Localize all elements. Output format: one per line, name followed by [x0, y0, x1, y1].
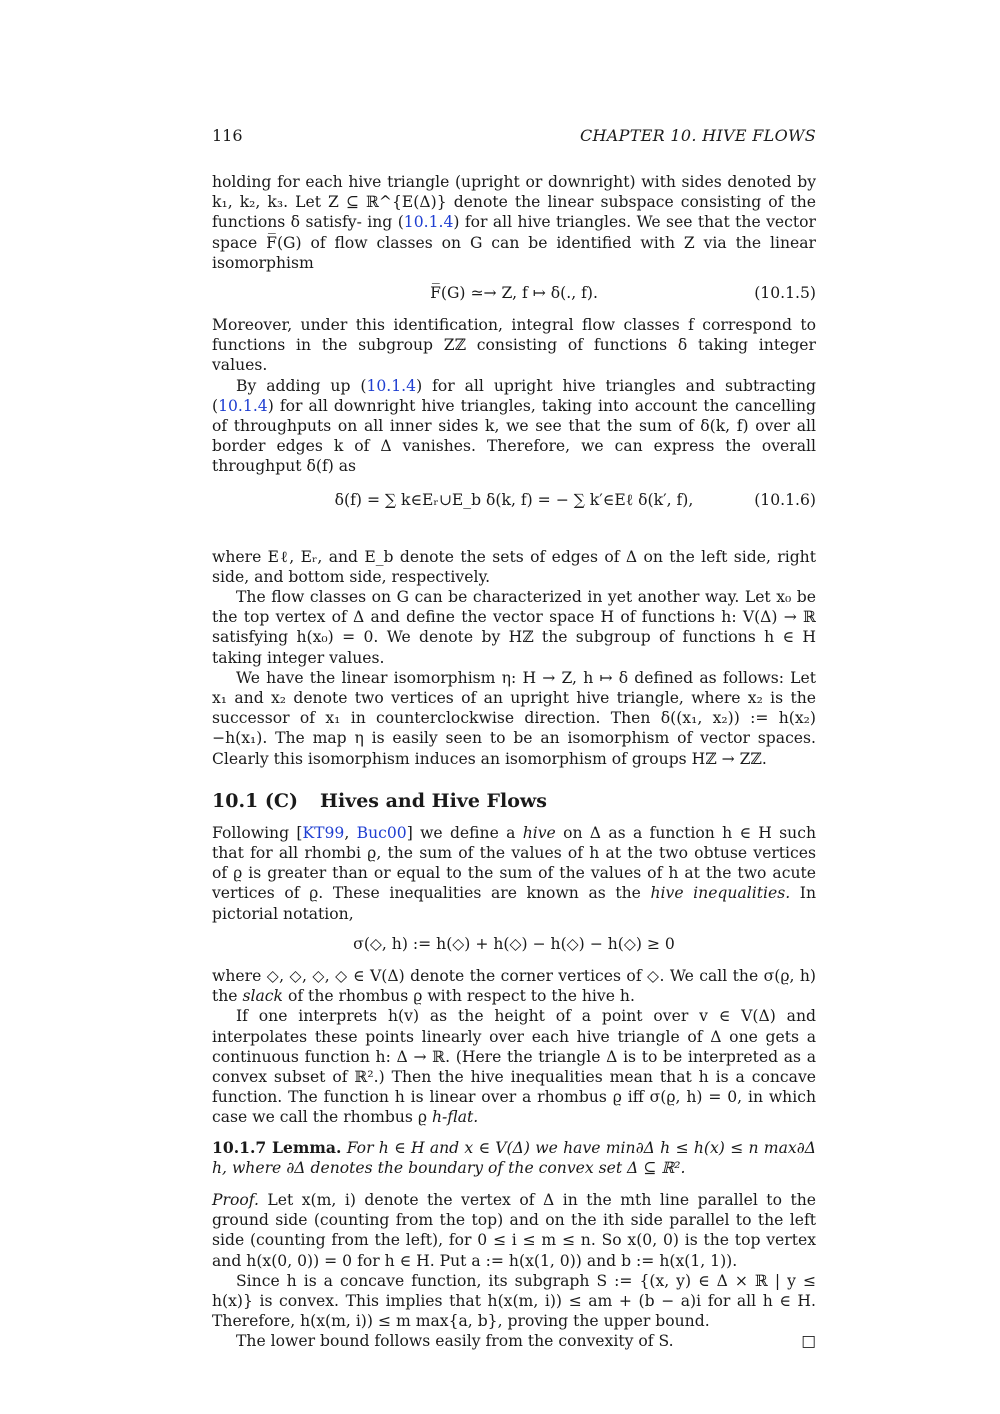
equation-ref-link[interactable]: 10.1.4: [218, 396, 268, 415]
text-line: Let Z ⊆ ℝ^{E(Δ)} denote the linear subspace consisting of the functions δ satisfy-: [212, 193, 817, 232]
paragraph: [212, 1331, 816, 1351]
lemma-label: 10.1.7 Lemma.: [212, 1137, 342, 1157]
hive-inequality-display: [212, 932, 816, 956]
equation-body: F̅(G) ≃→ Z, f ↦ δ(., f).: [430, 284, 598, 303]
citation-link[interactable]: KT99: [302, 823, 345, 842]
paragraph: Since h is a concave function, its subgraph S := {(x, y) ∈ Δ × ℝ | y ≤ h(x)} is convex. This implies that h(x(m, i)) ≤ am + (b − a)i for all h ∈ H. Therefore, h(x(m, i)) ≤ m max{a, b}, proving the upper bound.: [212, 1271, 816, 1331]
paragraph: [212, 376, 816, 477]
paragraph: [212, 966, 816, 1006]
lemma-10-1-7: [212, 1138, 816, 1178]
section-number: 10.1 (C): [212, 789, 298, 812]
text-line: ) for all hive triangles. We see that the vector space F̅(G) of flow classes: [212, 213, 816, 252]
text-run: By adding up (: [236, 376, 367, 395]
emphasis: hive inequalities.: [650, 884, 791, 903]
paragraph: [212, 1006, 816, 1127]
paragraph: [212, 172, 816, 273]
paragraph: where Eℓ, Eᵣ, and E_b denote the sets of edges of Δ on the left side, right side, and bottom side, respectively.: [212, 547, 816, 586]
text-run: on Δ as a function h ∈ H such that for all rhombi ϱ, the sum of the values of h at the two obtuse vertices of ϱ is greater than or equal to the sum of the values of h at the two acute vertices of ϱ. These inequalities are known as the: [212, 823, 816, 903]
qed-symbol: □: [801, 1332, 816, 1351]
text-run: In pictorial notation,: [212, 884, 816, 923]
emphasis: hive: [522, 823, 556, 842]
text-run: of the rhombus ϱ with respect to the hive h.: [282, 987, 635, 1006]
page-number: 116: [212, 126, 243, 145]
emphasis: slack: [242, 987, 283, 1006]
paragraph: We have the linear isomorphism η: H → Z, h ↦ δ defined as follows: Let x₁ and x₂ denote two vertices of an upright hive triangle, where x₂ is the successor of x₁ in counterclockwise direction. Then δ((x₁, x₂)) := h(x₂)−h(x₁). The map η is easily seen to be an isomorphism of vector spaces. Clearly this isomorphism induces an isomorphism of groups Hℤ → Zℤ.: [212, 668, 816, 768]
text-run: ] we define a: [406, 823, 523, 842]
emphasis: h-flat.: [432, 1108, 479, 1127]
equation-10-1-5: [212, 281, 816, 305]
equation-number: (10.1.5): [754, 284, 816, 303]
paragraph: The flow classes on G can be characterized in yet another way. Let x₀ be the top vertex of Δ and define the vector space H of functions h: V(Δ) → ℝ satisfying h(x₀) = 0. We denote by Hℤ the subgroup of functions h ∈ H taking integer values.: [212, 588, 816, 667]
text-line: on G can be identified with Z via the linear isomorphism: [212, 233, 816, 272]
text-run: ) for all downright hive triangles, taking into account the cancelling of throughputs on all inner sides k, we see that the sum of δ(k, f) over all border edges k of Δ vanishes. Therefore, we can express the overall throughput δ(f) as: [212, 396, 816, 476]
chapter-title: CHAPTER 10. HIVE FLOWS: [580, 126, 816, 145]
page-body: [212, 172, 816, 1352]
equation-ref-link[interactable]: 10.1.4: [366, 376, 417, 395]
section-title: Hives and Hive Flows: [320, 789, 547, 812]
citation-link[interactable]: Buc00: [356, 823, 407, 842]
equation-body: δ(f) = ∑ k∈Eᵣ∪E_b δ(k, f) = − ∑ k′∈Eℓ δ(k′, f),: [334, 490, 694, 509]
equation-ref-link[interactable]: 10.1.4: [403, 213, 454, 232]
proof: [212, 1190, 816, 1271]
text-run: If one interprets h(v) as the height of a point over v ∈ V(Δ) and interpolates these points linearly over each hive triangle of Δ one gets a continuous function h: Δ → ℝ. (Here the triangle Δ is to be interpreted as a convex subset of ℝ².) Then the hive inequalities mean that h is a concave function. The function h is linear over a rhombus ϱ iff σ(ϱ, h) = 0, in which case we call the rhombus ϱ: [212, 1007, 816, 1127]
proof-label: Proof.: [212, 1190, 259, 1209]
text-run: Following [: [212, 823, 303, 842]
equation-number: (10.1.6): [754, 490, 816, 509]
equation-10-1-6: [212, 485, 816, 537]
paragraph: [212, 823, 816, 924]
text-run: ) for all upright hive triangles and subtracting (: [212, 376, 816, 415]
text-line: ing (: [367, 213, 404, 232]
section-heading: [212, 789, 816, 813]
lemma-statement: For h ∈ H and x ∈ V(Δ) we have min∂Δ h ≤ h(x) ≤ n max∂Δ h, where ∂Δ denotes the boundary of the convex set Δ ⊆ ℝ².: [212, 1138, 816, 1177]
text-run: where ◇, ◇, ◇, ◇ ∈ V(Δ) denote the corner vertices of ◇. We call the σ(ϱ, h) the: [212, 966, 816, 1006]
text-run: ,: [344, 823, 357, 842]
paragraph: Moreover, under this identification, integral flow classes f correspond to functions in the subgroup Zℤ consisting of functions δ taking integer values.: [212, 316, 816, 375]
text-run: Let x(m, i) denote the vertex of Δ in the mth line parallel to the ground side (counting from the top) and on the ith side parallel to the left side (counting from the left), for 0 ≤ i ≤ m ≤ n. So x(0, 0) is the top vertex and h(x(0, 0)) = 0 for h ∈ H. Put a := h(x(1, 0)) and b := h(x(1, 1)).: [212, 1190, 816, 1270]
text-line: holding for each hive triangle (upright or downright) with sides denoted by k₁, k₂, k₃.: [212, 173, 816, 212]
text-run: The lower bound follows easily from the convexity of S.: [236, 1332, 674, 1351]
equation-body: σ(◇, h) := h(◇) + h(◇) − h(◇) − h(◇) ≥ 0: [353, 934, 675, 953]
